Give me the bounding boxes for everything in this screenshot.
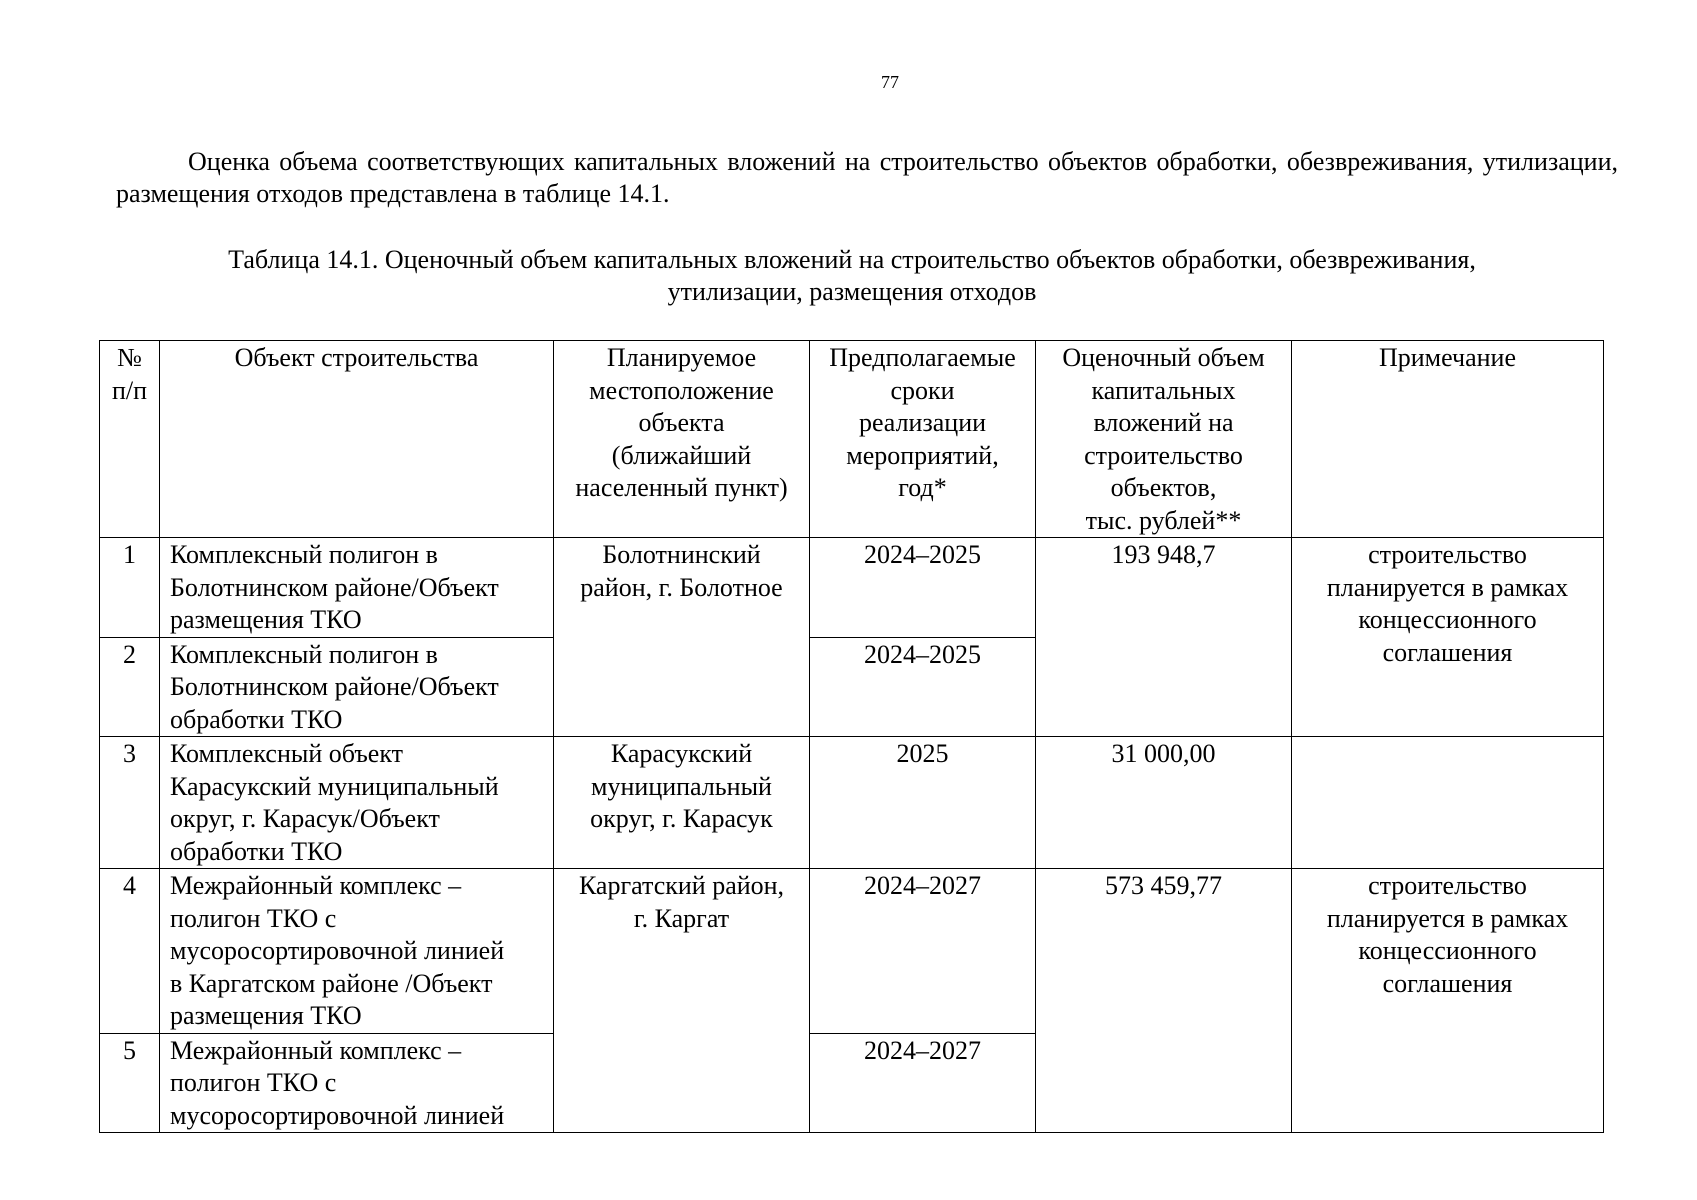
cell-text: Болотнинском районе/Объект xyxy=(170,572,499,602)
cell-text: размещения ТКО xyxy=(170,1001,362,1030)
header-text: населенный пункт) xyxy=(575,473,788,502)
row-location xyxy=(554,869,810,1133)
header-text: № xyxy=(117,343,142,372)
row-terms: 2024–2027 xyxy=(810,869,1036,1034)
header-location xyxy=(554,341,810,538)
table-row xyxy=(100,538,1604,638)
header-text: Примечание xyxy=(1378,343,1517,372)
header-text: объекта xyxy=(638,408,725,437)
table-row xyxy=(100,869,1604,1034)
row-number: 5 xyxy=(100,1033,160,1133)
header-object xyxy=(160,341,554,538)
table-caption-line: Таблица 14.1. Оценочный объем капитальных вложений на строительство объектов обработки, обезвреживания, xyxy=(228,245,1476,274)
header-text: реализации xyxy=(858,408,987,437)
page-number: 77 xyxy=(881,72,899,92)
row-note xyxy=(1292,737,1604,869)
capital-investment-table xyxy=(99,340,1604,1133)
cell-text: Комплексный полигон в xyxy=(170,540,438,569)
row-object xyxy=(160,637,554,737)
cell-text: Болотнинский xyxy=(602,540,761,569)
row-number: 2 xyxy=(100,637,160,737)
cell-text: планируется в рамках xyxy=(1326,903,1569,933)
cell-text: Карасукский xyxy=(610,739,753,768)
cell-text: г. Каргат xyxy=(633,903,730,933)
header-text: п/п xyxy=(111,375,148,405)
cell-text: округ, г. Карасук/Объект xyxy=(170,804,440,833)
row-object xyxy=(160,869,554,1034)
cell-text: полигон ТКО с xyxy=(170,1068,337,1097)
cell-text: Каргатский район, xyxy=(578,871,785,900)
cell-text: полигон ТКО с xyxy=(170,903,337,933)
row-object xyxy=(160,737,554,869)
cell-text: строительство xyxy=(1368,540,1527,569)
header-text: местоположение xyxy=(589,375,774,405)
table-caption-line: утилизации, размещения отходов xyxy=(667,277,1037,306)
cell-text: обработки ТКО xyxy=(170,704,343,734)
header-text: строительство xyxy=(1084,440,1243,470)
header-volume xyxy=(1036,341,1292,538)
header-text: Планируемое xyxy=(606,343,757,372)
cell-text: размещения ТКО xyxy=(170,605,362,634)
cell-text: соглашения xyxy=(1382,637,1513,667)
row-number: 3 xyxy=(100,737,160,869)
row-location xyxy=(554,737,810,869)
cell-text: соглашения xyxy=(1382,968,1513,998)
table-row xyxy=(100,737,1604,869)
header-note xyxy=(1292,341,1604,538)
row-location xyxy=(554,538,810,737)
header-text: Оценочный объем xyxy=(1062,343,1265,372)
row-number: 1 xyxy=(100,538,160,638)
header-text: вложений на xyxy=(1093,408,1234,437)
header-text: сроки xyxy=(890,375,955,405)
row-terms: 2024–2025 xyxy=(810,637,1036,737)
header-text: год* xyxy=(898,473,947,502)
cell-text: Межрайонный комплекс – xyxy=(170,1035,462,1065)
cell-text: Карасукский муниципальный xyxy=(170,771,499,801)
header-text: Объект строительства xyxy=(234,343,479,372)
cell-text: район, г. Болотное xyxy=(580,572,783,602)
cell-text: в Каргатском районе /Объект xyxy=(170,968,493,998)
cell-text: обработки ТКО xyxy=(170,836,343,866)
header-text: мероприятий, xyxy=(846,440,999,470)
row-terms: 2024–2025 xyxy=(810,538,1036,638)
row-note xyxy=(1292,869,1604,1133)
row-object xyxy=(160,1033,554,1133)
cell-text: Комплексный объект xyxy=(170,739,403,768)
header-text: Предполагаемые xyxy=(829,343,1016,372)
table-header-row xyxy=(100,341,1604,538)
row-note xyxy=(1292,538,1604,737)
intro-paragraph: Оценка объема соответствующих капитальных вложений на строительство объектов обработки, обезвреживания, утилизации, размещения отходов представлена в таблице 14.1. xyxy=(116,147,1618,208)
row-terms: 2025 xyxy=(810,737,1036,869)
cell-text: Болотнинском районе/Объект xyxy=(170,672,499,701)
cell-text: концессионного xyxy=(1358,605,1537,634)
cell-text: планируется в рамках xyxy=(1326,572,1569,602)
header-text: (ближайший xyxy=(611,440,752,470)
cell-text: мусоросортировочной линией xyxy=(170,1100,505,1130)
row-number: 4 xyxy=(100,869,160,1034)
row-volume: 31 000,00 xyxy=(1036,737,1292,869)
cell-text: концессионного xyxy=(1358,936,1537,965)
cell-text: Межрайонный комплекс – xyxy=(170,871,462,900)
header-terms xyxy=(810,341,1036,538)
row-volume: 573 459,77 xyxy=(1036,869,1292,1133)
cell-text: округ, г. Карасук xyxy=(590,804,773,833)
row-volume: 193 948,7 xyxy=(1036,538,1292,737)
row-object xyxy=(160,538,554,638)
header-text: капитальных xyxy=(1091,375,1236,405)
header-text: объектов, xyxy=(1110,473,1217,502)
cell-text: мусоросортировочной линией xyxy=(170,936,505,965)
cell-text: Комплексный полигон в xyxy=(170,639,438,669)
cell-text: муниципальный xyxy=(591,771,772,801)
row-terms: 2024–2027 xyxy=(810,1033,1036,1133)
header-number xyxy=(100,341,160,538)
table-caption xyxy=(100,244,1604,308)
cell-text: строительство xyxy=(1368,871,1527,900)
header-text: тыс. рублей** xyxy=(1085,505,1242,535)
